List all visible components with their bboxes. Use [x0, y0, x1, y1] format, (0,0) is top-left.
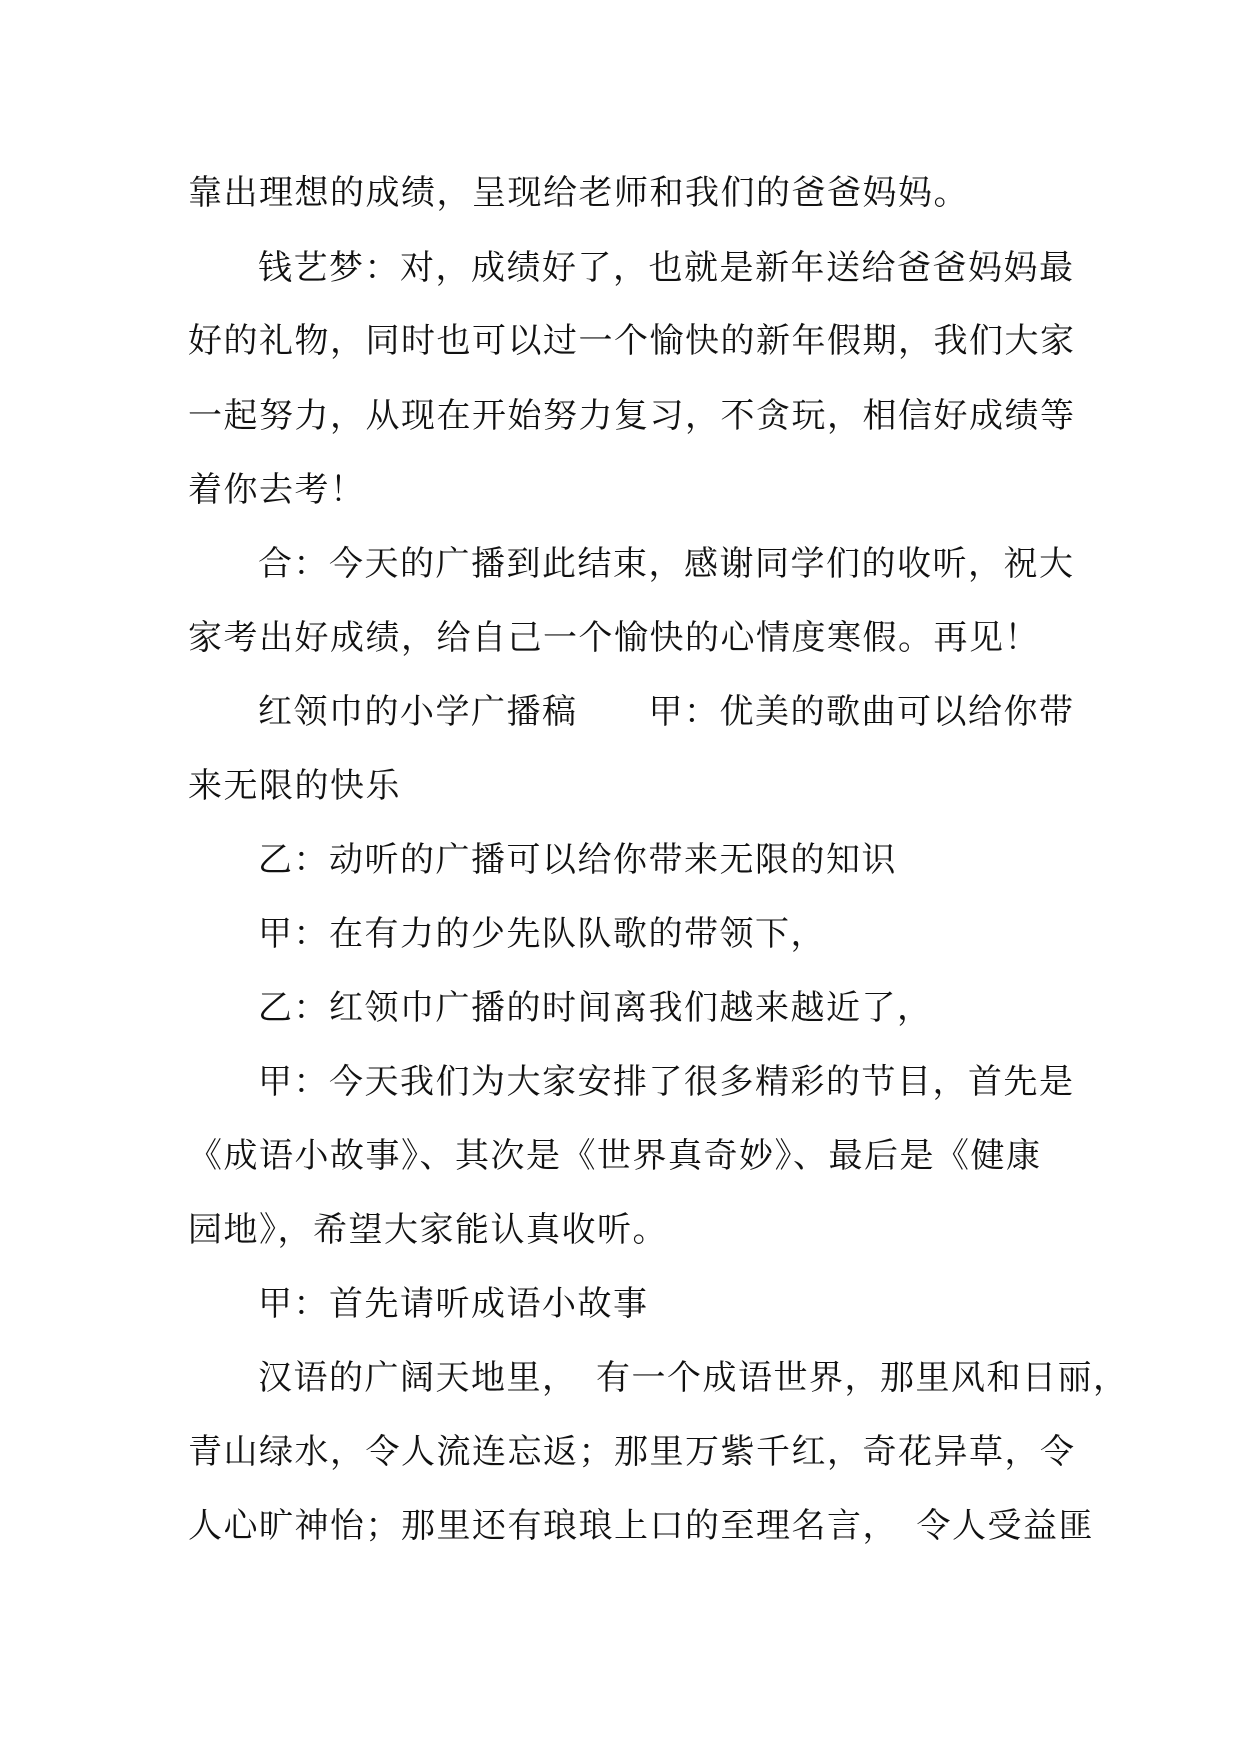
- text-line: 合：今天的广播到此结束，感谢同学们的收听，祝大: [258, 544, 1075, 584]
- text-line: 红领巾的小学广播稿 甲：优美的歌曲可以给你带: [258, 692, 1075, 732]
- text-line: 好的礼物，同时也可以过一个愉快的新年假期，我们大家: [188, 321, 1076, 361]
- text-line: 乙：红领巾广播的时间离我们越来越近了，: [258, 988, 933, 1028]
- text-line: 人心旷神怡；那里还有琅琅上口的至理名言， 令人受益匪: [188, 1506, 1094, 1546]
- text-line: 《成语小故事》、其次是《世界真奇妙》、最后是《健康: [188, 1136, 1042, 1176]
- text-line: 来无限的快乐: [188, 766, 401, 806]
- text-line: 甲：今天我们为大家安排了很多精彩的节目，首先是: [258, 1062, 1075, 1102]
- text-line: 青山绿水，令人流连忘返；那里万紫千红，奇花异草，令: [188, 1432, 1076, 1472]
- text-line: 着你去考！: [188, 470, 366, 510]
- text-line: 园地》，希望大家能认真收听。: [188, 1210, 668, 1250]
- text-line: 钱艺梦：对，成绩好了，也就是新年送给爸爸妈妈最: [258, 248, 1075, 288]
- text-line: 乙：动听的广播可以给你带来无限的知识: [258, 840, 897, 880]
- text-line: 靠出理想的成绩，呈现给老师和我们的爸爸妈妈。: [188, 173, 969, 213]
- text-line: 甲：首先请听成语小故事: [258, 1284, 649, 1324]
- text-line: 一起努力，从现在开始努力复习，不贪玩，相信好成绩等: [188, 396, 1076, 436]
- text-line: 甲：在有力的少先队队歌的带领下，: [258, 914, 826, 954]
- text-line: 汉语的广阔天地里， 有一个成语世界，那里风和日丽，: [258, 1358, 1129, 1398]
- text-line: 家考出好成绩，给自己一个愉快的心情度寒假。再见！: [188, 618, 1040, 658]
